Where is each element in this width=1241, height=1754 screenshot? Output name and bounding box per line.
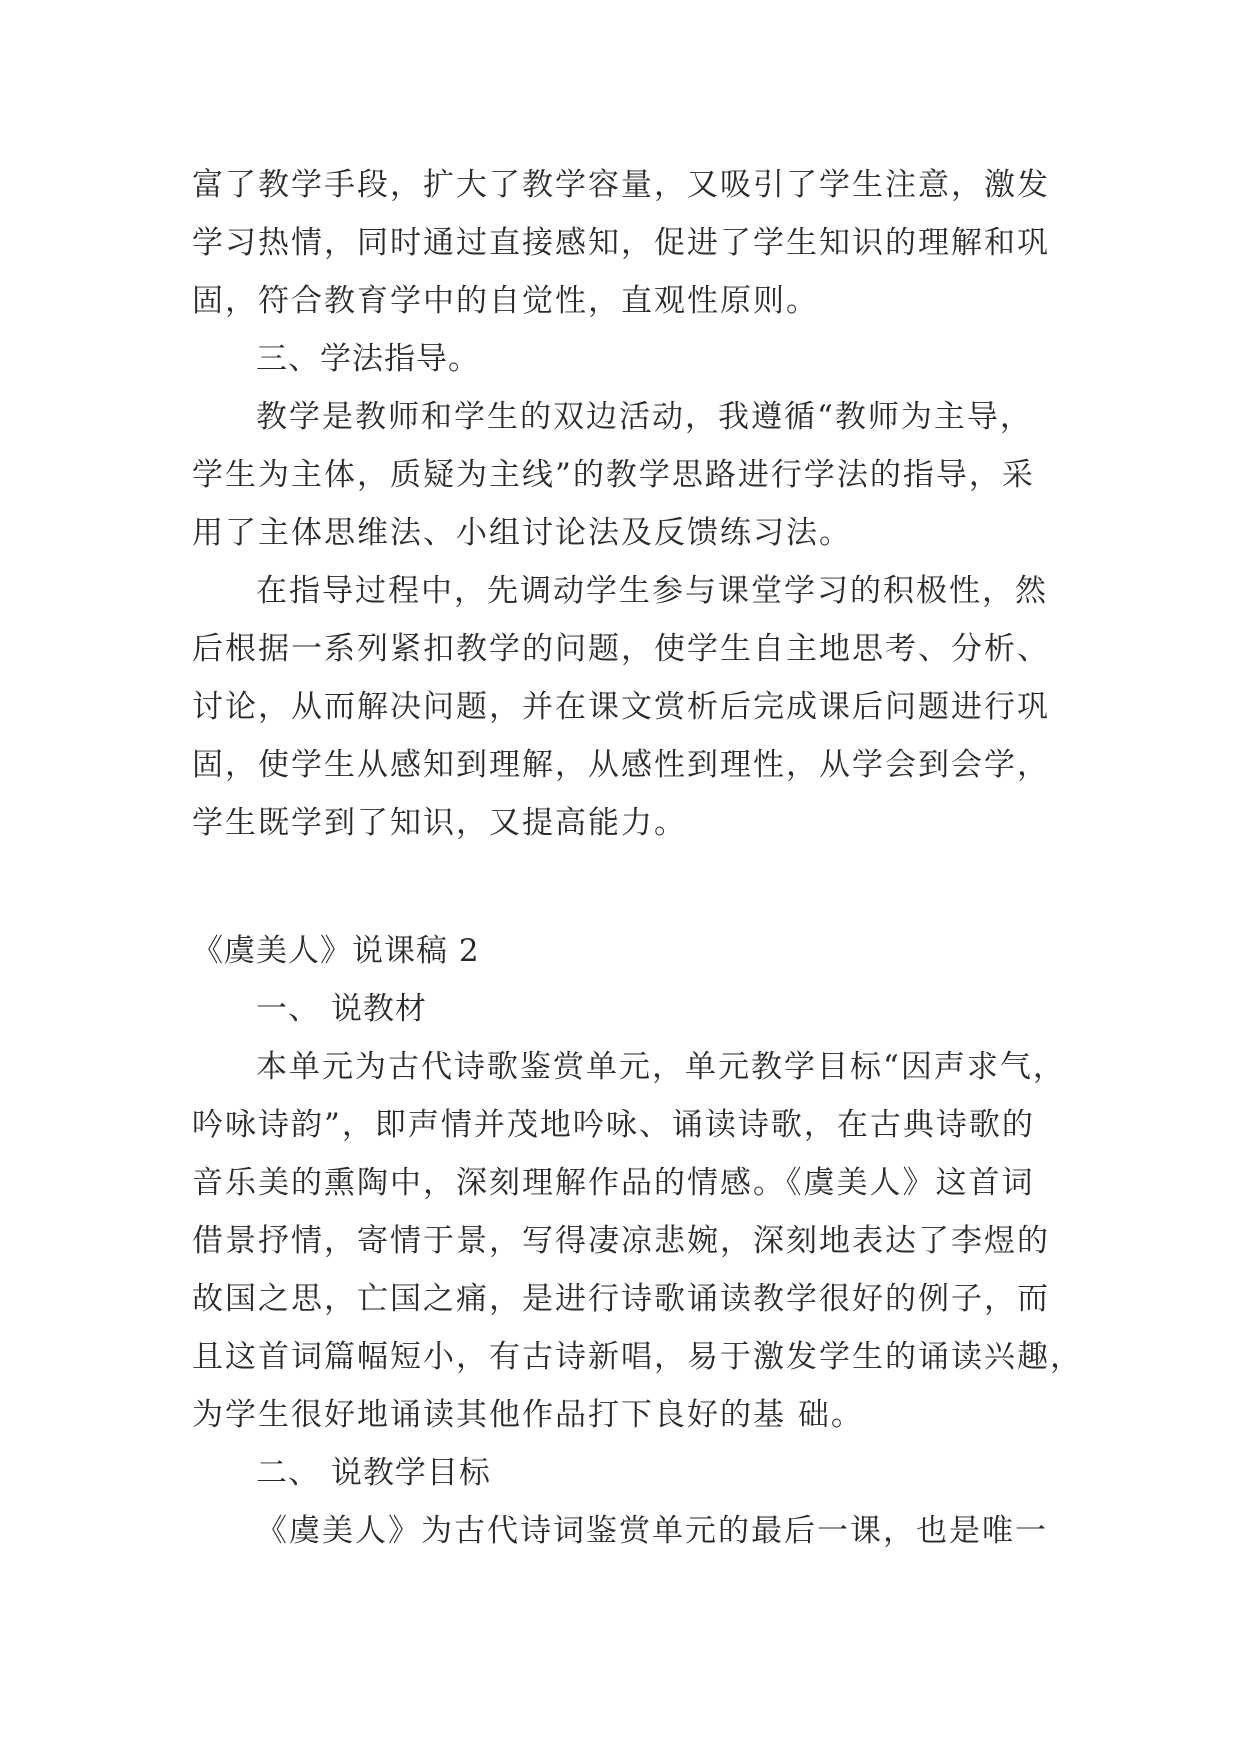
body-line: 学习热情，同时通过直接感知，促进了学生知识的理解和巩	[192, 225, 1050, 261]
body-line: 故国之思，亡国之痛，是进行诗歌诵读教学很好的例子，而	[192, 1281, 1050, 1317]
body-line: 后根据一系列紧扣教学的问题，使学生自主地思考、分析、	[192, 631, 1050, 667]
body-line: 借景抒情，寄情于景，写得凄凉悲婉，深刻地表达了李煜的	[192, 1223, 1050, 1259]
document-body	[192, 156, 1083, 1560]
body-line: 吟咏诗韵”，即声情并茂地吟咏、诵读诗歌，在古典诗歌的	[192, 1107, 1035, 1143]
body-line: 固，符合教育学中的自觉性，直观性原则。	[192, 283, 819, 319]
body-line: 且这首词篇幅短小，有古诗新唱，易于激发学生的诵读兴趣，	[192, 1339, 1083, 1375]
document-title: 《虞美人》说课稿 2	[192, 933, 480, 969]
section-heading-textbook: 一、 说教材	[256, 991, 427, 1027]
paragraph-first-line: 在指导过程中，先调动学生参与课堂学习的积极性，然	[256, 573, 1048, 609]
paragraph-first-line: 教学是教师和学生的双边活动，我遵循“教师为主导，	[256, 399, 1033, 435]
body-line: 音乐美的熏陶中，深刻理解作品的情感。《虞美人》这首词	[192, 1165, 1035, 1201]
body-line: 用了主体思维法、小组讨论法及反馈练习法。	[192, 515, 852, 551]
body-line: 为学生很好地诵读其他作品打下良好的基 础。	[192, 1397, 864, 1433]
body-line: 讨论，从而解决问题，并在课文赏析后完成课后问题进行巩	[192, 689, 1050, 725]
paragraph-first-line: 本单元为古代诗歌鉴赏单元，单元教学目标“因声求气，	[256, 1049, 1066, 1085]
paragraph-first-line: 《虞美人》为古代诗词鉴赏单元的最后一课，也是唯一	[256, 1513, 1048, 1549]
body-line: 学生既学到了知识，又提高能力。	[192, 805, 687, 841]
body-line: 固，使学生从感知到理解，从感性到理性，从学会到会学，	[192, 747, 1050, 783]
section-gap	[192, 852, 1062, 922]
section-heading-study-method: 三、学法指导。	[256, 341, 480, 377]
section-heading-goals: 二、 说教学目标	[256, 1455, 491, 1491]
body-line: 富了教学手段，扩大了教学容量，又吸引了学生注意，激发	[192, 167, 1050, 203]
body-line: 学生为主体，质疑为主线”的教学思路进行学法的指导，采	[192, 457, 1035, 493]
